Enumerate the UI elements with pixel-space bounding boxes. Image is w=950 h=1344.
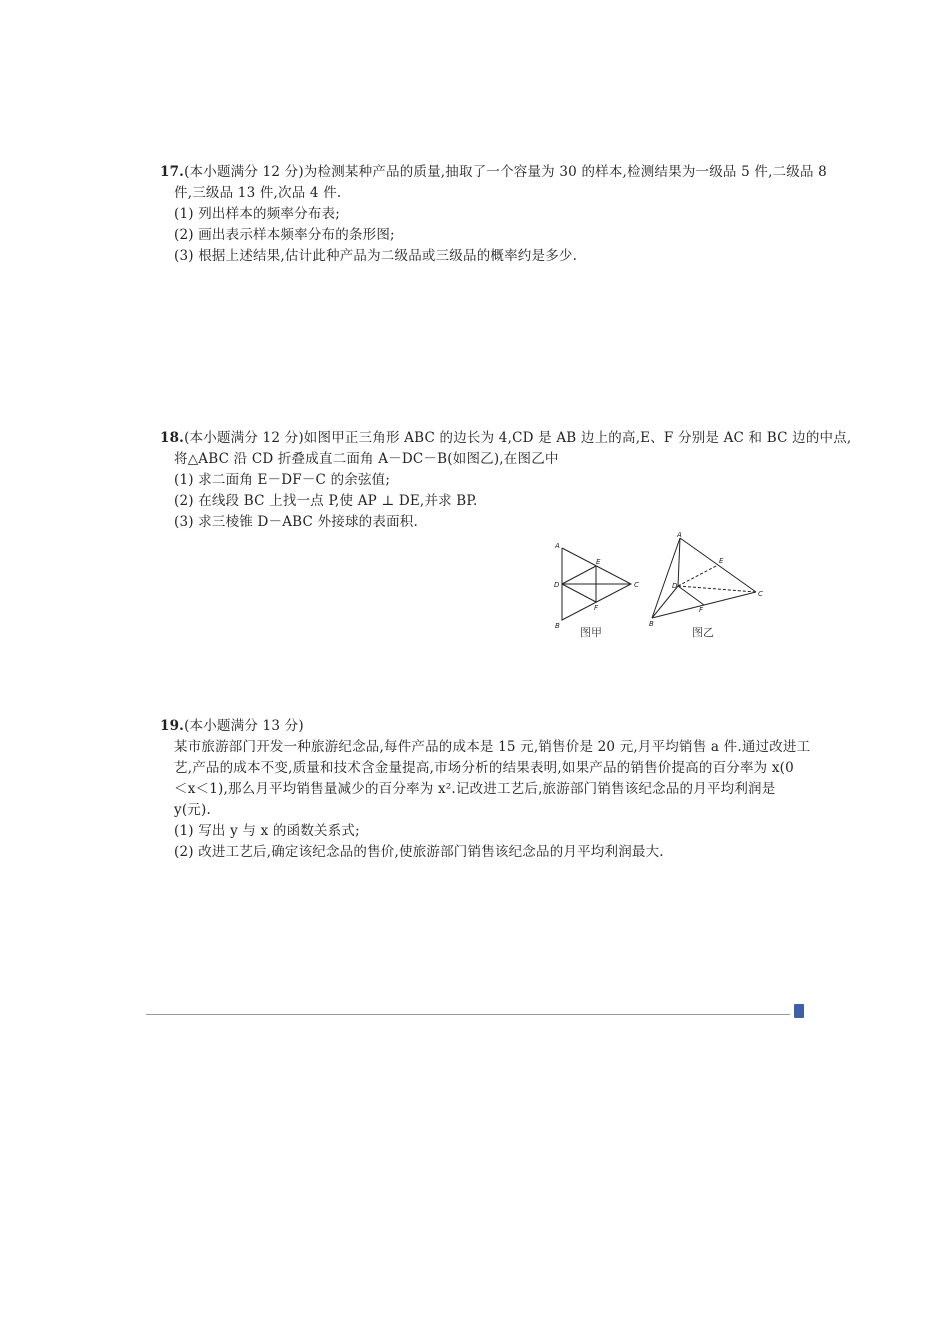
segment-df bbox=[678, 586, 704, 605]
label-e: E bbox=[719, 557, 724, 565]
problem-17-text-1: (本小题满分 12 分)为检测某种产品的质量,抽取了一个容量为 30 的样本,检测结果为一级品 5 件,二级品 8 bbox=[184, 164, 827, 180]
problem-18-text-1: (本小题满分 12 分)如图甲正三角形 ABC 的边长为 4,CD 是 AB 边上的高,E、F 分别是 AC 和 BC 边的中点, bbox=[184, 430, 852, 446]
problem-18 bbox=[160, 428, 852, 533]
segment-df bbox=[562, 584, 596, 602]
problem-17-sub-2: (2) 画出表示样本频率分布的条形图; bbox=[174, 227, 395, 243]
problem-19-text-2: 艺,产品的成本不变,质量和技术含金量提高,市场分析的结果表明,如果产品的销售价提高的百分率为 x(0 bbox=[174, 760, 794, 776]
problem-number: 17. bbox=[160, 164, 185, 180]
segment-de bbox=[562, 566, 596, 584]
segment-db bbox=[652, 586, 678, 618]
segment-de-dashed bbox=[678, 565, 718, 586]
label-d: D bbox=[672, 582, 678, 590]
problem-18-sub-1: (1) 求二面角 E－DF－C 的余弦值; bbox=[174, 472, 391, 488]
problem-number: 19. bbox=[160, 718, 185, 734]
footer-mark-icon bbox=[794, 1004, 804, 1018]
problem-19-text-3: ＜x＜1),那么月平均销售量减少的百分率为 x².记改进工艺后,旅游部门销售该纪念品的月平均利润是 bbox=[174, 781, 776, 797]
problem-17 bbox=[160, 162, 827, 267]
figure-yi-caption: 图乙 bbox=[692, 626, 714, 639]
figure-jia-caption: 图甲 bbox=[580, 626, 602, 639]
problem-18-text-2: 将△ABC 沿 CD 折叠成直二面角 A－DC－B(如图乙),在图乙中 bbox=[174, 451, 559, 467]
problem-19-text-1: 某市旅游部门开发一种旅游纪念品,每件产品的成本是 15 元,销售价是 20 元,月平均销售 a 件.通过改进工 bbox=[174, 739, 811, 755]
problem-19-header bbox=[160, 716, 790, 737]
label-a: A bbox=[555, 542, 560, 550]
problem-18-line-1 bbox=[160, 428, 852, 449]
problem-number: 18. bbox=[160, 430, 185, 446]
problem-17-sub-3: (3) 根据上述结果,估计此种产品为二级品或三级品的概率约是多少. bbox=[174, 248, 578, 264]
label-f: F bbox=[594, 604, 599, 612]
label-a: A bbox=[677, 531, 682, 539]
footer-divider bbox=[146, 1014, 790, 1015]
problem-17-text-2: 件,三级品 13 件,次品 4 件. bbox=[174, 185, 342, 201]
figure-yi bbox=[644, 530, 769, 630]
problem-18-sub-3: (3) 求三棱锥 D－ABC 外接球的表面积. bbox=[174, 514, 418, 530]
problem-19-sub-1: (1) 写出 y 与 x 的函数关系式; bbox=[174, 823, 360, 839]
segment-ab bbox=[652, 538, 680, 618]
problem-19-text-4: y(元). bbox=[174, 802, 211, 818]
label-b: B bbox=[649, 620, 654, 628]
label-f: F bbox=[699, 606, 704, 614]
label-c: C bbox=[634, 581, 639, 589]
problem-17-sub-1: (1) 列出样本的频率分布表; bbox=[174, 206, 340, 222]
problem-19-sub-2: (2) 改进工艺后,确定该纪念品的售价,使旅游部门销售该纪念品的月平均利润最大. bbox=[174, 844, 664, 860]
problem-19 bbox=[160, 716, 811, 863]
problem-17-line-1 bbox=[160, 162, 827, 183]
segment-ad bbox=[678, 538, 680, 586]
label-e: E bbox=[596, 558, 601, 566]
segment-dc-dashed bbox=[678, 586, 756, 592]
problem-18-sub-2: (2) 在线段 BC 上找一点 P,使 AP ⊥ DE,并求 BP. bbox=[174, 493, 478, 509]
label-b: B bbox=[555, 622, 560, 630]
label-c: C bbox=[758, 590, 763, 598]
problem-19-header-text: (本小题满分 13 分) bbox=[184, 718, 304, 734]
label-d: D bbox=[554, 581, 560, 589]
